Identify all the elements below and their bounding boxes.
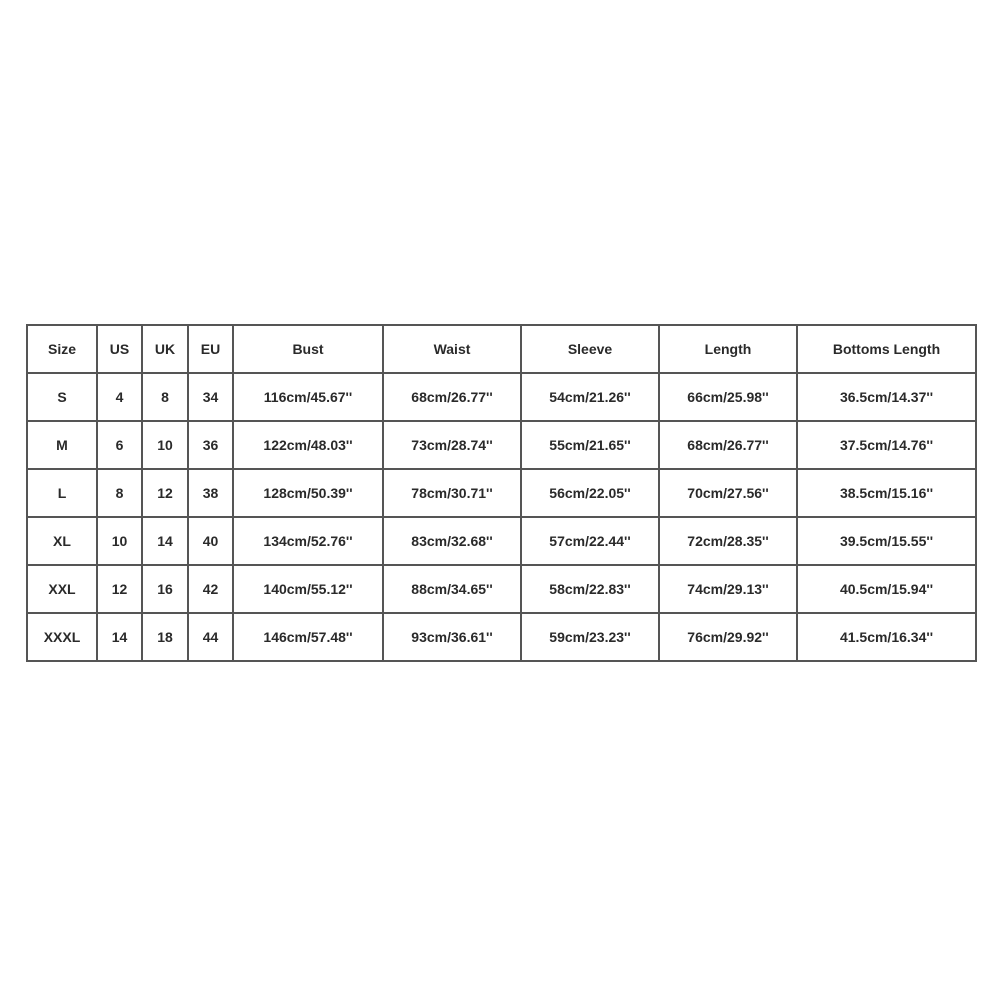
table-body (27, 373, 976, 661)
cell-sleeve: 54cm/21.26'' (521, 373, 659, 421)
table-row (27, 373, 976, 421)
cell-us: 8 (97, 469, 142, 517)
cell-waist: 73cm/28.74'' (383, 421, 521, 469)
column-header-bust: Bust (233, 325, 383, 373)
cell-us: 14 (97, 613, 142, 661)
cell-uk: 16 (142, 565, 188, 613)
cell-us: 6 (97, 421, 142, 469)
cell-size: XXXL (27, 613, 97, 661)
cell-length: 68cm/26.77'' (659, 421, 797, 469)
cell-size: M (27, 421, 97, 469)
cell-eu: 44 (188, 613, 233, 661)
table-header-row (27, 325, 976, 373)
column-header-sleeve: Sleeve (521, 325, 659, 373)
cell-length: 76cm/29.92'' (659, 613, 797, 661)
column-header-us: US (97, 325, 142, 373)
cell-size: XL (27, 517, 97, 565)
column-header-eu: EU (188, 325, 233, 373)
cell-eu: 42 (188, 565, 233, 613)
cell-uk: 10 (142, 421, 188, 469)
cell-size: S (27, 373, 97, 421)
cell-bottoms-length: 37.5cm/14.76'' (797, 421, 976, 469)
column-header-uk: UK (142, 325, 188, 373)
cell-sleeve: 58cm/22.83'' (521, 565, 659, 613)
cell-bust: 146cm/57.48'' (233, 613, 383, 661)
column-header-bottoms-length: Bottoms Length (797, 325, 976, 373)
cell-uk: 8 (142, 373, 188, 421)
cell-us: 12 (97, 565, 142, 613)
cell-sleeve: 59cm/23.23'' (521, 613, 659, 661)
cell-bust: 116cm/45.67'' (233, 373, 383, 421)
cell-eu: 40 (188, 517, 233, 565)
table-row (27, 613, 976, 661)
cell-waist: 83cm/32.68'' (383, 517, 521, 565)
table-row (27, 469, 976, 517)
column-header-waist: Waist (383, 325, 521, 373)
table-row (27, 517, 976, 565)
cell-bust: 140cm/55.12'' (233, 565, 383, 613)
cell-us: 10 (97, 517, 142, 565)
cell-waist: 68cm/26.77'' (383, 373, 521, 421)
cell-size: XXL (27, 565, 97, 613)
cell-bottoms-length: 41.5cm/16.34'' (797, 613, 976, 661)
cell-bottoms-length: 40.5cm/15.94'' (797, 565, 976, 613)
size-chart-table (26, 324, 977, 662)
cell-bust: 128cm/50.39'' (233, 469, 383, 517)
table-row (27, 421, 976, 469)
cell-uk: 12 (142, 469, 188, 517)
cell-uk: 14 (142, 517, 188, 565)
cell-eu: 38 (188, 469, 233, 517)
cell-bottoms-length: 36.5cm/14.37'' (797, 373, 976, 421)
cell-bust: 134cm/52.76'' (233, 517, 383, 565)
cell-length: 72cm/28.35'' (659, 517, 797, 565)
cell-uk: 18 (142, 613, 188, 661)
cell-us: 4 (97, 373, 142, 421)
cell-sleeve: 56cm/22.05'' (521, 469, 659, 517)
cell-eu: 34 (188, 373, 233, 421)
cell-bottoms-length: 39.5cm/15.55'' (797, 517, 976, 565)
cell-length: 70cm/27.56'' (659, 469, 797, 517)
cell-size: L (27, 469, 97, 517)
cell-waist: 88cm/34.65'' (383, 565, 521, 613)
column-header-size: Size (27, 325, 97, 373)
cell-eu: 36 (188, 421, 233, 469)
cell-bottoms-length: 38.5cm/15.16'' (797, 469, 976, 517)
cell-waist: 78cm/30.71'' (383, 469, 521, 517)
cell-sleeve: 55cm/21.65'' (521, 421, 659, 469)
cell-waist: 93cm/36.61'' (383, 613, 521, 661)
cell-length: 66cm/25.98'' (659, 373, 797, 421)
table-row (27, 565, 976, 613)
cell-length: 74cm/29.13'' (659, 565, 797, 613)
cell-bust: 122cm/48.03'' (233, 421, 383, 469)
column-header-length: Length (659, 325, 797, 373)
cell-sleeve: 57cm/22.44'' (521, 517, 659, 565)
